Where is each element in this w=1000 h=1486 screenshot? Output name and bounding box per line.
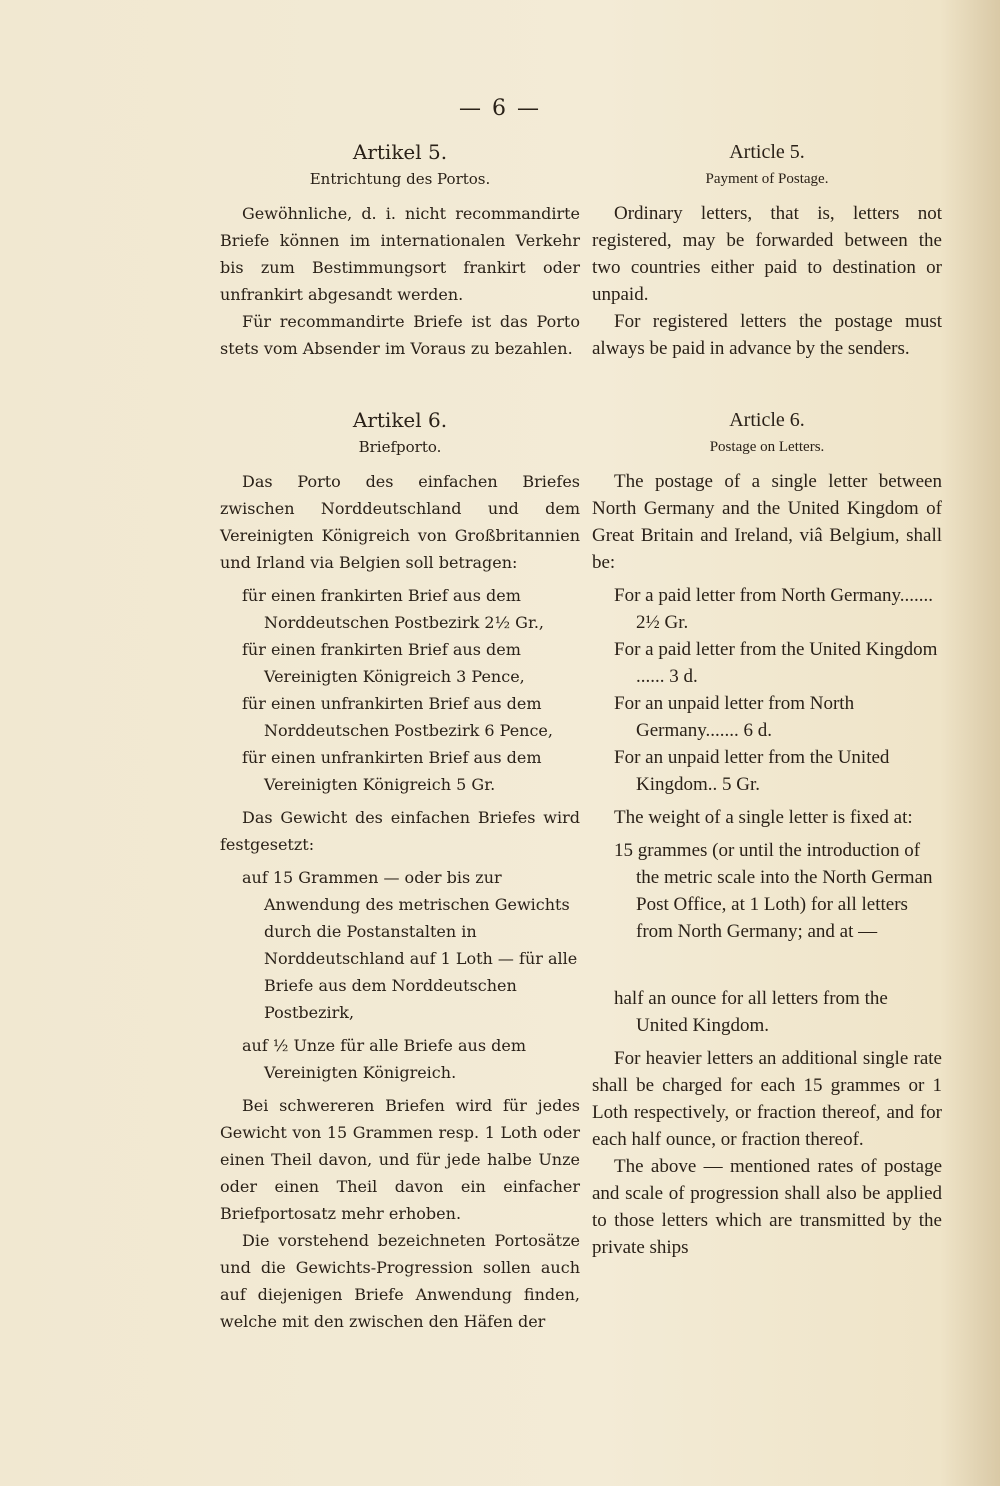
de-article-5-paragraph-2: Für recommandirte Briefe ist das Porto stets vom Absender im Voraus zu bezahlen. [220, 312, 580, 358]
en-article-6-subheading: Postage on Letters. [709, 439, 825, 455]
english-column [592, 138, 942, 1261]
de-article-5-subheading: Entrichtung des Portos. [309, 170, 491, 188]
de-weight-item-1: auf 15 Grammen — oder bis zur Anwendung des metrischen Gewichts durch die Postanstalten in Norddeutschland auf 1 Loth — für alle Briefe aus dem Norddeutschen Postbezirk, [242, 868, 578, 1022]
de-article-5-heading: Artikel 5. [352, 140, 448, 164]
en-rate-3: For an unpaid letter from North Germany....... 6 d. [614, 693, 855, 741]
en-rate-4: For an unpaid letter from the United Kingdom.. 5 Gr. [614, 747, 890, 795]
en-article-6-heading: Article 6. [729, 409, 805, 431]
de-article-5-paragraph-1: Gewöhnliche, d. i. nicht recommandirte Briefe können im internationalen Verkehr bis zum Bestimmungsort frankirt oder unfrankirt abgesandt werden. [220, 204, 580, 304]
de-rate-4: für einen unfrankirten Brief aus dem Vereinigten Königreich 5 Gr. [242, 748, 542, 794]
en-heavier-letters-paragraph: For heavier letters an additional single rate shall be charged for each 15 grammes or 1 Loth respectively, or fraction thereof, and for each half ounce, or fraction thereof. [592, 1048, 942, 1150]
en-article-5-paragraph-1: Ordinary letters, that is, letters not registered, may be forwarded between the two countries either paid to destination or unpaid. [592, 203, 942, 305]
en-weight-item-1: 15 grammes (or until the introduction of the metric scale into the North German Post Office, at 1 Loth) for all letters from North Germany; and at — [614, 840, 933, 942]
de-article-6-subheading: Briefporto. [358, 438, 442, 456]
en-rate-1: For a paid letter from North Germany....... 2½ Gr. [614, 585, 934, 633]
en-article-5-paragraph-2: For registered letters the postage must always be paid in advance by the senders. [592, 311, 942, 359]
en-weight-item-2: half an ounce for all letters from the United Kingdom. [614, 988, 888, 1036]
de-weight-paragraph: Das Gewicht des einfachen Briefes wird festgesetzt: [220, 808, 580, 854]
de-article-6-heading: Artikel 6. [352, 408, 448, 432]
en-weight-paragraph: The weight of a single letter is fixed at: [614, 807, 913, 828]
de-heavier-letters-paragraph: Bei schwereren Briefen wird für jedes Gewicht von 15 Grammen resp. 1 Loth oder einen Theil davon, und für jede halbe Unze oder einen Theil davon ein einfacher Briefportosatz mehr erhoben. [220, 1096, 580, 1223]
en-article-5-subheading: Payment of Postage. [705, 171, 829, 187]
de-above-rates-paragraph: Die vorstehend bezeichneten Portosätze und die Gewichts-Progression sollen auch auf diejenigen Briefe Anwendung finden, welche mit den zwischen den Häfen der [220, 1231, 580, 1331]
german-column [220, 138, 580, 1335]
en-article-6-paragraph-1: The postage of a single letter between North Germany and the United Kingdom of Great Britain and Ireland, viâ Belgium, shall be: [592, 471, 942, 573]
page-number: — 6 — [459, 96, 541, 121]
en-article-5-heading: Article 5. [729, 141, 805, 163]
de-rate-2: für einen frankirten Brief aus dem Vereinigten Königreich 3 Pence, [242, 640, 525, 686]
de-article-6-paragraph-1: Das Porto des einfachen Briefes zwischen Norddeutschland und dem Vereinigten Königreich von Großbritannien und Irland via Belgien soll betragen: [220, 472, 580, 572]
de-weight-item-2: auf ½ Unze für alle Briefe aus dem Vereinigten Königreich. [242, 1036, 526, 1082]
en-above-rates-paragraph: The above — mentioned rates of postage and scale of progression shall also be applied to those letters which are transmitted by the private ships [592, 1156, 942, 1258]
en-rate-2: For a paid letter from the United Kingdom ...... 3 d. [614, 639, 938, 687]
de-rate-1: für einen frankirten Brief aus dem Norddeutschen Postbezirk 2½ Gr., [242, 586, 544, 632]
de-rate-3: für einen unfrankirten Brief aus dem Norddeutschen Postbezirk 6 Pence, [242, 694, 553, 740]
